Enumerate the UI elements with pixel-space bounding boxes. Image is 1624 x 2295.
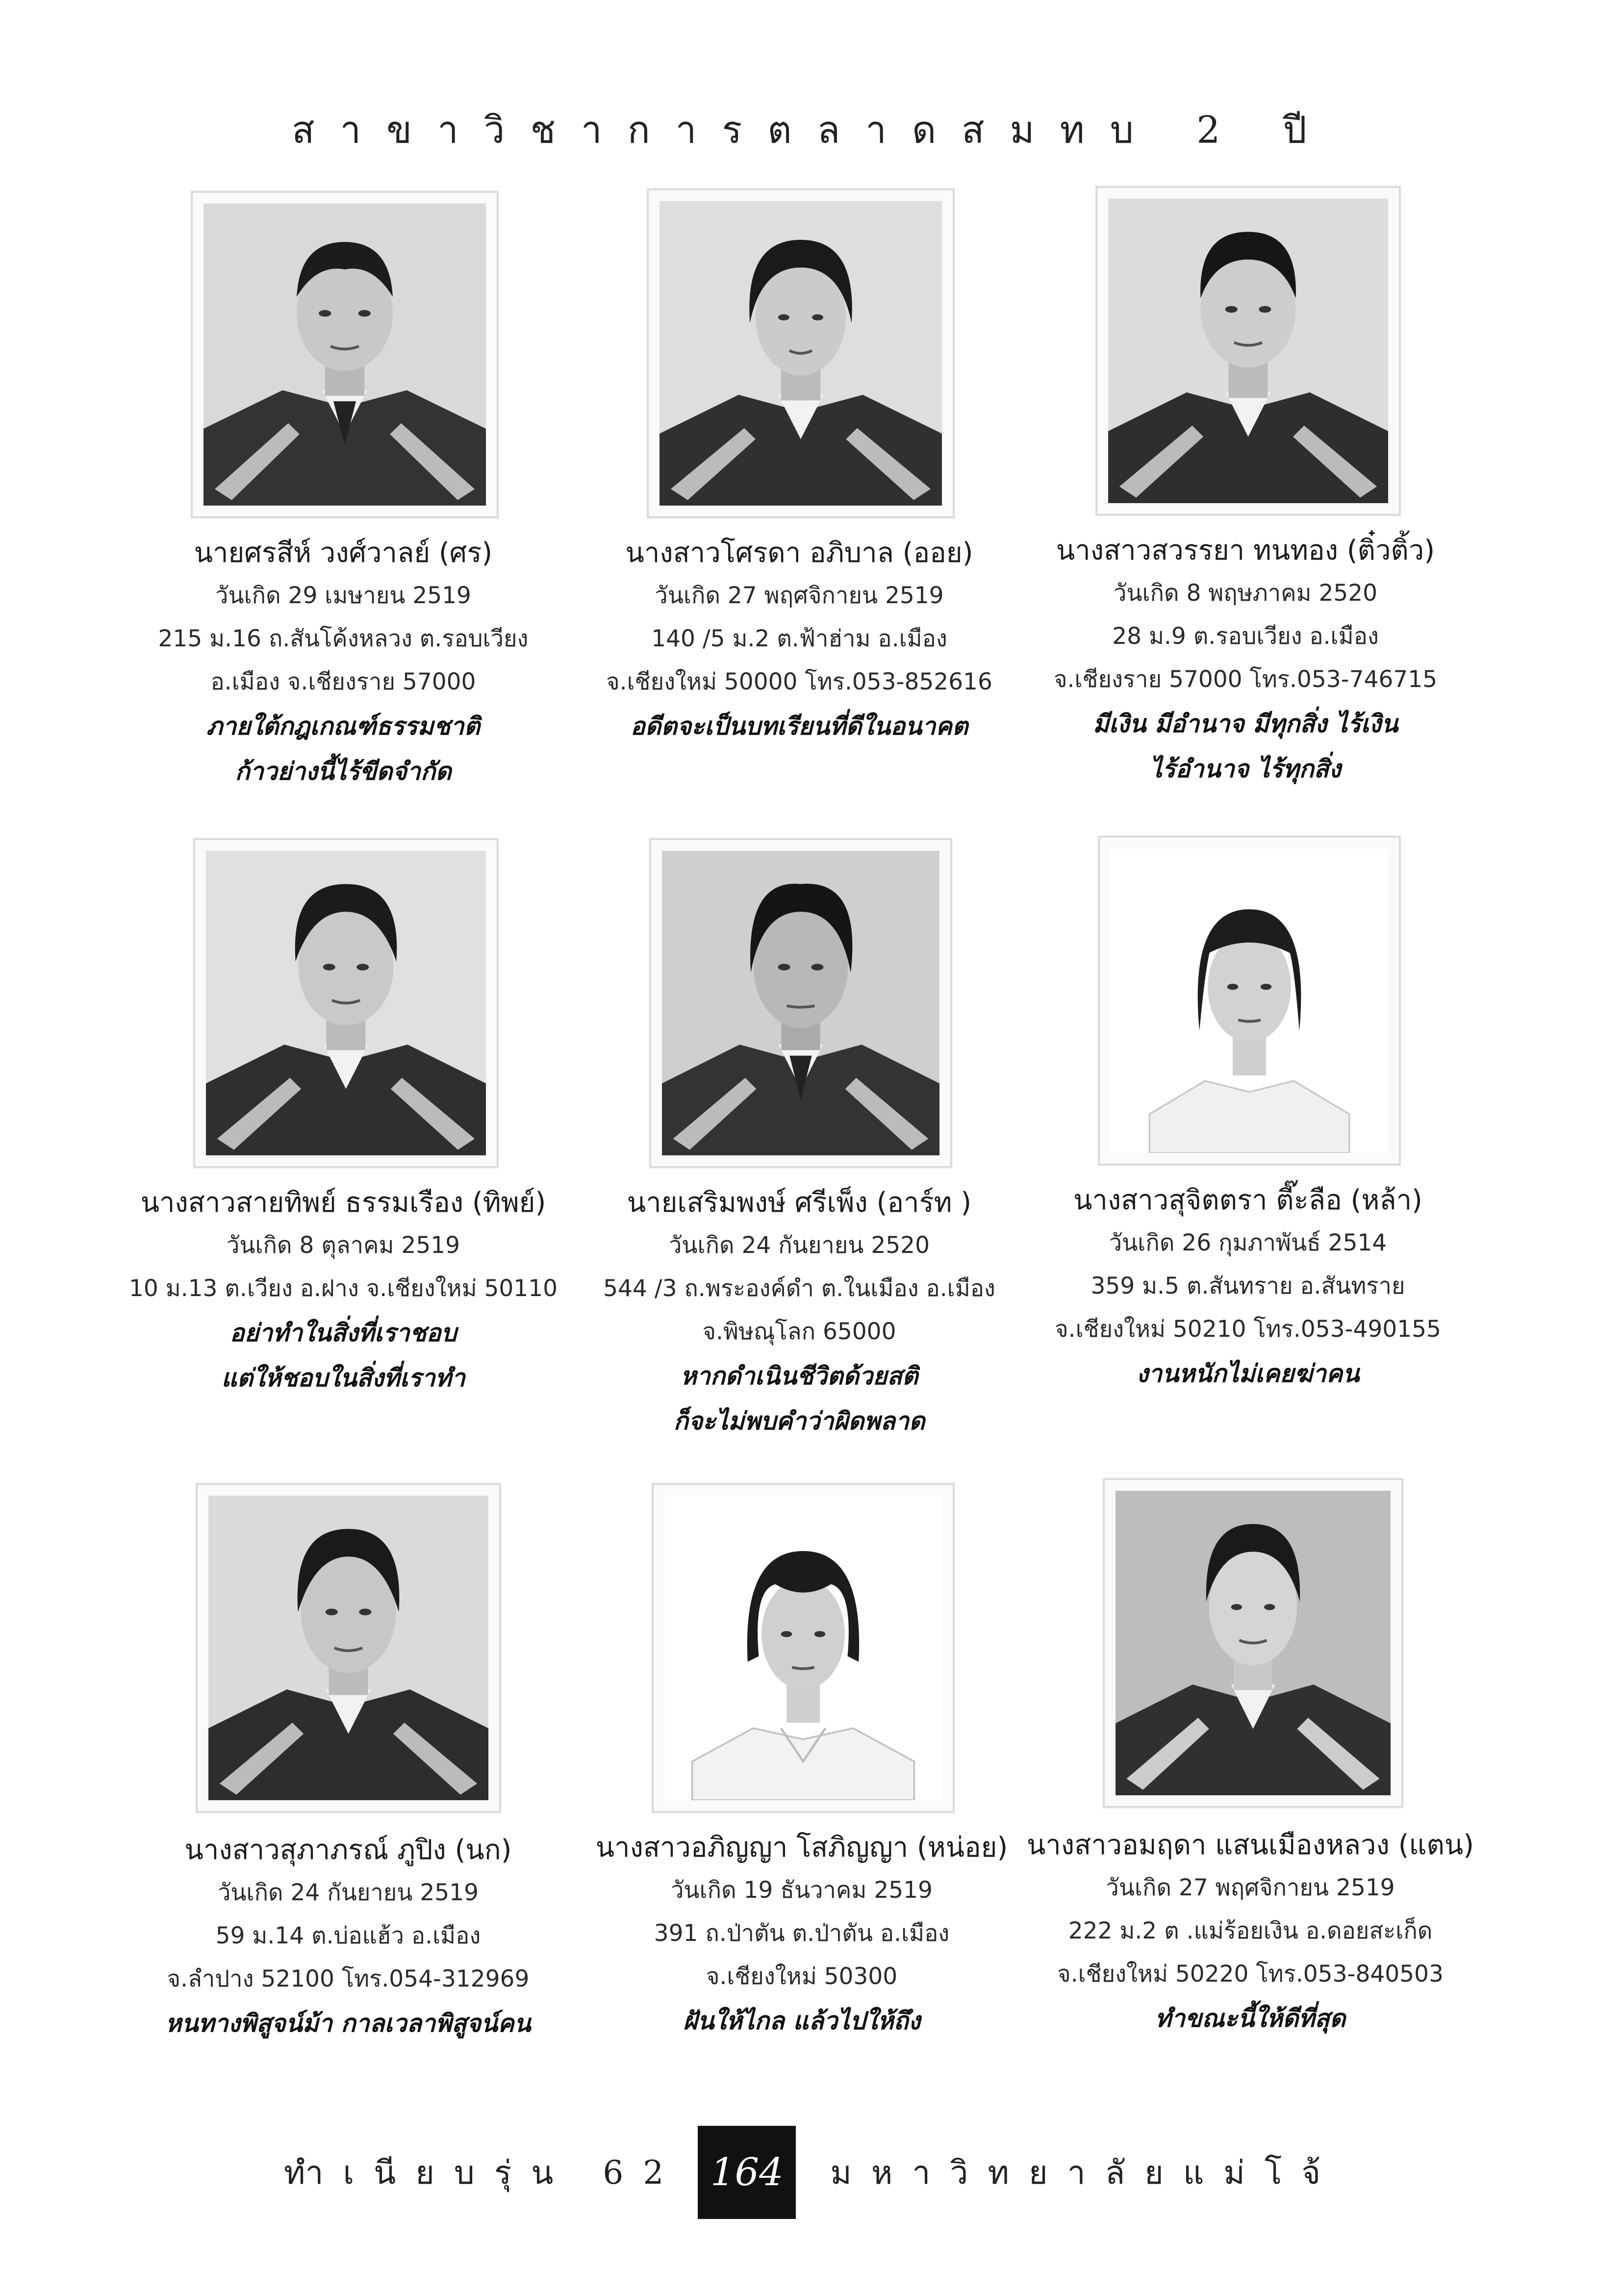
student-motto: อย่าทำในสิ่งที่เราชอบ (229, 1318, 457, 1347)
student-photo (647, 189, 954, 518)
student-motto: ก็จะไม่พบคำว่าผิดพลาด (673, 1406, 925, 1435)
student-photo (1096, 186, 1400, 515)
page-footer (0, 2126, 1624, 2219)
student-name: นางสาวสายทิพย์ ธรรมเรือง (ทิพย์) (140, 1187, 546, 1219)
student-name: นายศรสีห์ วงศ์วาลย์ (ศร) (194, 537, 493, 569)
student-detail: จ.เชียงใหม่ 50220 โทร.053-840503 (1057, 1961, 1444, 1988)
student-detail: 359 ม.5 ต.สันทราย อ.สันทราย (1091, 1273, 1405, 1300)
student-detail: วันเกิด 24 กันยายน 2520 (669, 1232, 930, 1259)
student-photo (650, 839, 952, 1168)
student-detail: วันเกิด 26 กุมภาพันธ์ 2514 (1109, 1229, 1387, 1256)
student-name: นางสาวโศรดา อภิบาล (ออย) (625, 537, 973, 569)
student-motto: ภายใต้กฎเกณฑ์ธรรมชาติ (206, 712, 480, 740)
portrait-image (662, 851, 939, 1155)
student-photo (196, 1483, 501, 1812)
student-name: นางสาวสุจิตตรา ตี๊ะลือ (หล้า) (1073, 1184, 1422, 1216)
student-motto: ทำขณะนี้ให้ดีที่สุด (1155, 2004, 1346, 2033)
student-motto: ไร้อำนาจ ไร้ทุกสิ่ง (1150, 754, 1341, 783)
student-detail: วันเกิด 27 พฤศจิกายน 2519 (1106, 1874, 1395, 1901)
student-photo (194, 839, 498, 1168)
student-name: นายเสริมพงษ์ ศรีเพ็ง (อาร์ท ) (627, 1187, 972, 1219)
student-caption (554, 532, 1044, 749)
page-title: สาขาวิชาการตลาดสมทบ 2 ปี (292, 108, 1332, 152)
portrait-image (1111, 848, 1388, 1153)
student-detail: จ.เชียงใหม่ 50210 โทร.053-490155 (1055, 1316, 1441, 1343)
portrait-image (1108, 199, 1388, 503)
page-number: 164 (698, 2126, 796, 2219)
student-detail: วันเกิด 8 ตุลาคม 2519 (226, 1232, 460, 1259)
student-motto: งานหนักไม่เคยฆ่าคน (1136, 1359, 1360, 1388)
student-photo (1103, 1479, 1403, 1808)
student-detail: วันเกิด 8 พฤษภาคม 2520 (1113, 580, 1378, 607)
footer-yearbook-title: ทำเนียบรุ่น 62 (284, 2153, 684, 2192)
student-detail: อ.เมือง จ.เชียงราย 57000 (210, 668, 476, 695)
student-detail: 59 ม.14 ต.บ่อแฮ้ว อ.เมือง (215, 1922, 481, 1949)
footer-university-name: มหาวิทยาลัยแม่โจ้ (830, 2153, 1340, 2192)
student-motto: มีเงิน มีอำนาจ มีทุกสิ่ง ไร้เงิน (1092, 709, 1398, 738)
student-detail: วันเกิด 29 เมษายน 2519 (215, 582, 471, 609)
portrait-image (1116, 1491, 1391, 1795)
student-name: นางสาวอภิญญา โสภิญญา (หน่อย) (595, 1832, 1008, 1863)
student-detail: จ.เชียงใหม่ 50300 (706, 1963, 898, 1990)
student-name: นางสาวอมฤดา แสนเมืองหลวง (แตน) (1026, 1829, 1474, 1861)
student-motto: แต่ให้ชอบในสิ่งที่เราทำ (221, 1363, 465, 1392)
student-detail: 215 ม.16 ถ.สันโค้งหลวง ต.รอบเวียง (158, 625, 529, 652)
student-name: นางสาวสวรรยา ทนทอง (ติ๋วติ้ว) (1056, 535, 1435, 566)
student-caption (1000, 530, 1491, 791)
student-detail: 391 ถ.ป่าตัน ต.ป่าตัน อ.เมือง (654, 1920, 950, 1947)
student-motto: อดีตจะเป็นบทเรียนที่ดีในอนาคต (630, 712, 968, 740)
student-caption (103, 1829, 593, 2046)
student-detail: 28 ม.9 ต.รอบเวียง อ.เมือง (1112, 623, 1379, 650)
student-caption (1003, 1179, 1493, 1396)
student-detail: วันเกิด 19 ธันวาคม 2519 (671, 1877, 933, 1904)
student-detail: วันเกิด 24 กันยายน 2519 (218, 1879, 479, 1906)
student-caption (98, 532, 588, 794)
student-motto: ฝันให้ไกล แล้วไปให้ถึง (683, 2006, 921, 2035)
student-detail: จ.ลำปาง 52100 โทร.054-312969 (167, 1965, 530, 1992)
student-detail: วันเกิด 27 พฤศจิกายน 2519 (655, 582, 944, 609)
student-detail: 140 /5 ม.2 ต.ฟ้าฮ่าม อ.เมือง (651, 625, 947, 652)
student-caption (554, 1182, 1044, 1444)
student-detail: 10 ม.13 ต.เวียง อ.ฝาง จ.เชียงใหม่ 50110 (128, 1275, 558, 1302)
portrait-image (660, 201, 942, 506)
student-detail: จ.พิษณุโลก 65000 (702, 1318, 896, 1345)
portrait-image (206, 851, 486, 1155)
student-caption (557, 1827, 1047, 2043)
student-detail: จ.เชียงใหม่ 50000 โทร.053-852616 (606, 668, 992, 695)
student-photo (1098, 836, 1400, 1165)
student-name: นางสาวสุภาภรณ์ ภูปิง (นก) (184, 1834, 512, 1866)
portrait-image (203, 204, 486, 506)
student-detail: 544 /3 ถ.พระองค์ดำ ต.ในเมือง อ.เมือง (603, 1275, 995, 1302)
student-caption (98, 1182, 588, 1401)
portrait-image (664, 1496, 942, 1800)
student-motto: หากดำเนินชีวิตด้วยสติ (680, 1361, 918, 1390)
student-photo (652, 1483, 954, 1812)
portrait-image (208, 1496, 488, 1800)
student-photo (191, 191, 498, 518)
student-detail: 222 ม.2 ต .แม่ร้อยเงิน อ.ดอยสะเก็ด (1068, 1917, 1433, 1944)
student-caption (1005, 1824, 1496, 2041)
student-motto: หนทางพิสูจน์ม้า กาลเวลาพิสูจน์คน (165, 2009, 531, 2038)
student-detail: จ.เชียงราย 57000 โทร.053-746715 (1054, 666, 1437, 693)
student-motto: ก้าวย่างนี้ไร้ขีดจำกัด (235, 757, 452, 786)
